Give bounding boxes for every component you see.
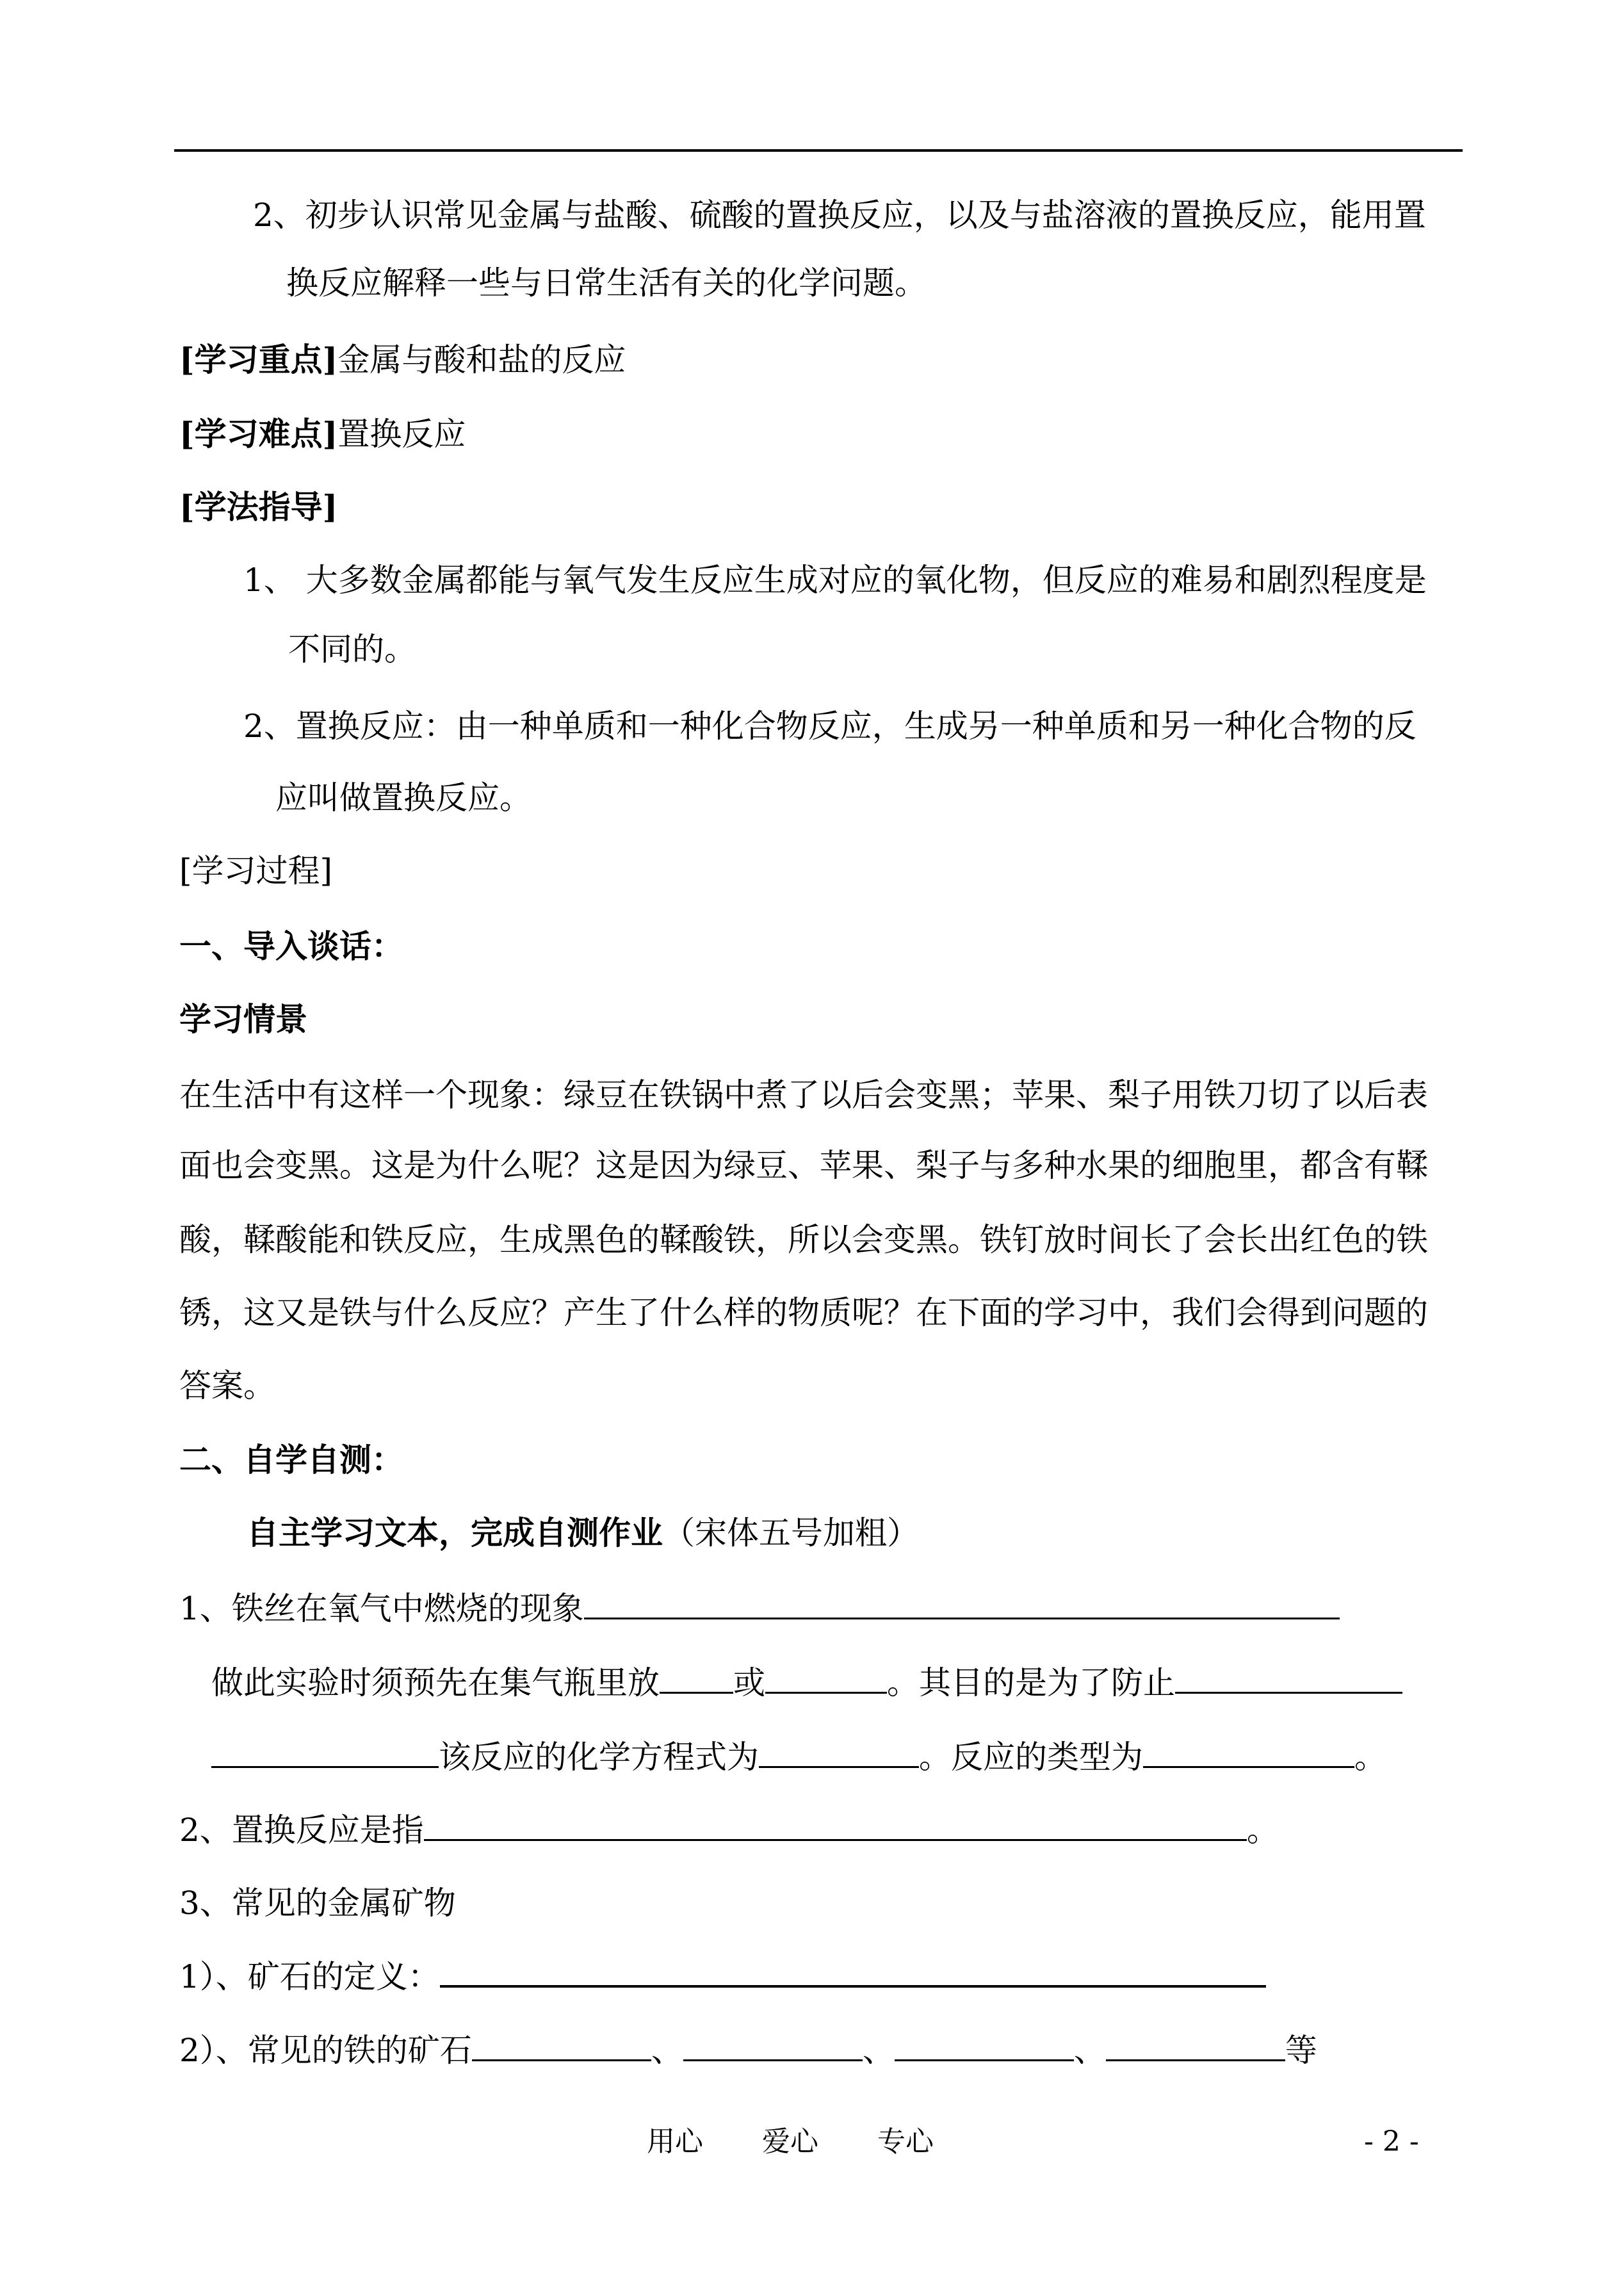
instruction-text: 自主学习文本，完成自测作业 [247,1514,663,1552]
footer-motto-3: 专心 [877,2125,934,2158]
question-1-text: 1、铁丝在氧气中燃烧的现象 [179,1590,584,1627]
answer-blank[interactable] [211,1737,439,1768]
difficulty-text: 置换反应 [337,416,466,453]
scenario-line-3: 酸，鞣酸能和铁反应，生成黑色的鞣酸铁，所以会变黑。铁钉放时间长了会长出红色的铁 [179,1221,1428,1258]
footer-motto-1: 用心 [647,2125,703,2158]
method-2-line-1: 2、置换反应：由一种单质和一种化合物反应，生成另一种单质和另一种化合物的反 [243,708,1417,745]
key-point-label: [学习重点] [179,341,338,378]
method-heading: [学法指导] [179,488,338,526]
question-text: 做此实验时须预先在集气瓶里放 [211,1664,660,1701]
method-2-line-2: 应叫做置换反应。 [275,779,532,816]
question-text: 。 [1246,1812,1279,1849]
question-3-2 [179,2030,1317,2070]
separator: 、 [651,2032,683,2069]
scenario-title: 学习情景 [179,1000,307,1038]
question-text: 2）、常见的铁的矿石 [179,2032,472,2069]
method-1-line-2: 不同的。 [288,631,416,668]
question-2 [179,1810,1279,1849]
process-heading: [学习过程] [179,852,333,889]
instruction-note: （宋体五号加粗） [663,1514,919,1552]
answer-blank[interactable] [683,2030,863,2061]
scenario-line-1: 在生活中有这样一个现象：绿豆在铁锅中煮了以后会变黑；苹果、梨子用铁刀切了以后表 [179,1076,1428,1114]
question-text: 或 [733,1664,765,1701]
answer-blank[interactable] [759,1737,919,1768]
separator: 、 [862,2032,895,2069]
scenario-line-4: 锈，这又是铁与什么反应？产生了什么样的物质呢？在下面的学习中，我们会得到问题的 [179,1294,1428,1331]
difficulty [179,415,466,453]
answer-blank[interactable] [440,1956,1266,1988]
scenario-line-2: 面也会变黑。这是为什么呢？这是因为绿豆、苹果、梨子与多种水果的细胞里，都含有鞣 [179,1147,1428,1184]
question-text: 该反应的化学方程式为 [439,1739,759,1776]
question-text: 。其目的是为了防止 [887,1664,1175,1701]
method-1-line-1: 1、 大多数金属都能与氧气发生反应生成对应的氧化物，但反应的难易和剧烈程度是 [243,562,1427,599]
key-point [179,341,626,379]
answer-blank[interactable] [1175,1662,1402,1694]
question-3-1 [179,1956,1266,1996]
separator: 、 [1073,2032,1106,2069]
answer-blank[interactable] [472,2030,651,2061]
header-rule [174,149,1463,152]
section-1-heading: 一、导入谈话： [179,927,403,965]
question-text: 2、置换反应是指 [179,1812,424,1849]
question-text: 等 [1285,2032,1317,2069]
answer-blank[interactable] [765,1662,887,1694]
objective-2-line-2: 换反应解释一些与日常生活有关的化学问题。 [286,264,927,302]
question-text: 。反应的类型为 [919,1739,1143,1776]
question-1-part-b [211,1662,1402,1702]
answer-blank[interactable] [1143,1737,1354,1768]
question-text: 。 [1354,1739,1386,1776]
page-number: - 2 - [1364,2125,1419,2158]
question-text: 1）、矿石的定义： [179,1958,440,1995]
answer-blank[interactable] [660,1662,733,1694]
section-2-heading: 二、自学自测： [179,1441,403,1479]
difficulty-label: [学习难点] [179,415,338,453]
key-point-text: 金属与酸和盐的反应 [337,341,626,378]
self-study-instruction [247,1514,919,1552]
question-3: 3、常见的金属矿物 [179,1885,456,1922]
answer-blank[interactable] [584,1588,1340,1619]
answer-blank[interactable] [895,2030,1074,2061]
question-1-part-c [211,1737,1386,1776]
scenario-line-5: 答案。 [179,1367,275,1404]
objective-2-line-1: 2、初步认识常见金属与盐酸、硫酸的置换反应，以及与盐溶液的置换反应，能用置 [253,197,1426,234]
footer-motto-2: 爱心 [762,2125,818,2158]
answer-blank[interactable] [424,1810,1247,1841]
question-1 [179,1588,1340,1628]
answer-blank[interactable] [1106,2030,1285,2061]
